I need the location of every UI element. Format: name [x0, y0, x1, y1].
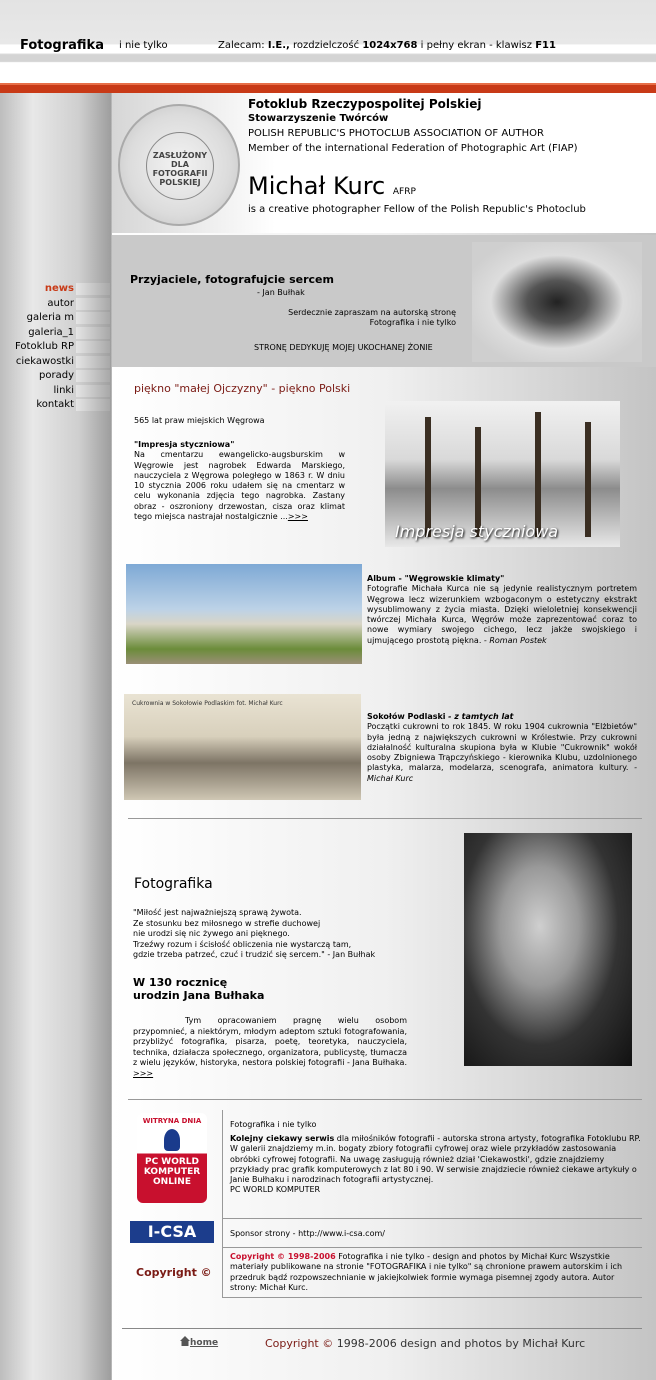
- recommendation: Zalecam: I.E., rozdzielczość 1024x768 i pełny ekran - klawisz F11: [218, 40, 556, 51]
- fotografika-title: Fotografika: [134, 876, 213, 892]
- divider: [222, 1297, 642, 1298]
- greeting-dedication: STRONĘ DEDYKUJĘ MOJEJ UKOCHANEJ ŻONIE: [254, 343, 433, 352]
- greeting-headline: Przyjaciele, fotografujcie sercem: [130, 273, 334, 286]
- divider: [222, 1247, 642, 1248]
- home-link[interactable]: home: [180, 1336, 218, 1348]
- author-name: Michał Kurc AFRP: [248, 172, 416, 200]
- club-seal-logo: ZASŁUŻONY DLA FOTOGRAFII POLSKIEJ: [118, 104, 240, 226]
- bulhak-portrait[interactable]: [464, 833, 632, 1066]
- nav-item-porady[interactable]: porady: [0, 369, 110, 384]
- read-more-link[interactable]: >>>: [133, 1068, 154, 1078]
- nav-item-ciekawostki[interactable]: ciekawostki: [0, 355, 110, 370]
- nav-item-galeria-1[interactable]: galeria_1: [0, 326, 110, 341]
- club-name: Fotoklub Rzeczypospolitej Polskiej: [248, 97, 482, 111]
- nav-item-fotoklub[interactable]: Fotoklub RP: [0, 340, 110, 355]
- pcworld-title: Fotografika i nie tylko: [230, 1120, 317, 1129]
- news-item-album: Album - "Węgrowskie klimaty" Fotografie Michała Kurca nie są jedynie realistycznym portretem Węgrowa lecz wizerunkiem wzbogaconym o estetyczny ekstrakt wysublimowany z życia miasta. Dzięki wieloletniej konsekwencji twórczej Michała Kurca, Węgrów może zaprezentować coraz to nowe wymiary swojego cichego, lecz jakże swojskiego i ujmującego prostotą piękna. - Roman Postek: [367, 574, 637, 645]
- greeting-invite: Serdecznie zapraszam na autorską stronę Fotografika i nie tylko: [288, 308, 456, 327]
- pcworld-review: Kolejny ciekawy serwis dla miłośników fotografii - autorska strona artysty, fotografika Fotoklubu RP. W galerii znajdziemy m.in. bogaty zbiory fotografii cyfrowej oraz wiele przykładów zastosowania obróbki cyfrowej fotografii. Na uwagę zasługują również dział 'Ciekawostki', gdzie znajdziemy przykłady prac grafik komputerowych z lat 80 i 90. W serwisie znajdziecie również ciekawe artykuły o Janie Bułhaku i narodzinach fotografii artystycznej. PC WORLD KOMPUTER: [230, 1134, 641, 1195]
- medal-icon: [164, 1129, 180, 1151]
- top-bar: [0, 0, 656, 88]
- bulhak-intro: Tym opracowaniem pragnę wielu osobom przypomnieć, a niektórym, młodym adeptom sztuki fotografowania, przybliżyć fotografika, pisarza, poetę, teoretyka, nauczyciela, technika, działacza społecznego, organizatora, publicystę, tłumacza z wielu języków, historyka, nestora polskiej fotografii - Jana Bułhaka. >>>: [133, 1016, 407, 1078]
- divider: [128, 1099, 642, 1100]
- read-more-link[interactable]: >>>: [287, 512, 308, 522]
- news-item-impresja: "Impresja styczniowa" Na cmentarzu ewangelicko-augsburskim w Węgrowie jest nagrobek Edwarda Marskiego, nauczyciela z Węgrowa poległego w 1863 r. W dniu 10 stycznia 2006 roku udałem się na cmentarz w celu wykonania zdjęcia tego nagrobka. Zastany obraz - oszroniony drzewostan, cisza oraz klimat tego miejsca nastrajał nostalgicznie ...>>>: [134, 440, 345, 522]
- section-title: piękno "małej Ojczyzny" - piękno Polski: [134, 382, 351, 395]
- sponsor-link[interactable]: Sponsor strony - http://www.i-csa.com/: [230, 1229, 385, 1238]
- site-subtitle: i nie tylko: [119, 40, 168, 51]
- sugar-factory-photo[interactable]: Cukrownia w Sokołowie Podlaskim fot. Michał Kurc: [124, 694, 361, 800]
- news-item-sokolow: Sokołów Podlaski - z tamtych lat Początki cukrowni to rok 1845. W roku 1904 cukrownia "Elżbietów" była jedną z największych cukrowni w Królestwie. Przy cukrowni działalność kulturalna skupiona była w Klubie "Cukrownik" wokół osoby Zbigniewa Trąpczyńskiego - kierownika Klubu, uzdolnionego plastyka, malarza, modelarza, scenografa, animatora kultury. - Michał Kurc: [367, 712, 637, 783]
- english-name: POLISH REPUBLIC'S PHOTOCLUB ASSOCIATION OF AUTHOR: [248, 128, 544, 139]
- nav-item-galeria-m[interactable]: galeria m: [0, 311, 110, 326]
- fiap-member: Member of the international Federation of Photographic Art (FIAP): [248, 143, 578, 154]
- pcworld-badge[interactable]: WITRYNA DNIA PC WORLD KOMPUTER ONLINE: [137, 1113, 207, 1203]
- copyright-label: Copyright ©: [136, 1266, 212, 1279]
- home-icon: [180, 1336, 190, 1346]
- icsa-logo[interactable]: I-CSA: [130, 1221, 214, 1243]
- divider: [222, 1110, 223, 1298]
- site-name: Fotografika: [20, 38, 104, 53]
- section-subtitle: 565 lat praw miejskich Węgrowa: [134, 416, 265, 425]
- divider: [222, 1218, 642, 1219]
- nav-item-kontakt[interactable]: kontakt: [0, 398, 110, 413]
- nav-item-autor[interactable]: autor: [0, 297, 110, 312]
- divider: [128, 818, 642, 819]
- nav-item-linki[interactable]: linki: [0, 384, 110, 399]
- copyright-notice: Copyright © 1998-2006 Fotografika i nie tylko - design and photos by Michał Kurc Wszystkie materiały publikowane na stronie "FOTOGRAFIKA i nie tylko" są chronione prawem autorskim i ich przedruk bądź rozpowszechnianie w jakiejkolwiek formie wymaga pisemnej zgody autora. Autor strony: Michał Kurc.: [230, 1252, 623, 1292]
- nav-item-news[interactable]: news: [0, 282, 110, 297]
- author-tagline: is a creative photographer Fellow of the Polish Republic's Photoclub: [248, 204, 586, 215]
- sidebar-nav: [0, 282, 110, 413]
- bulhak-quote: "Miłość jest najważniejszą sprawą żywota. Ze stosunku bez miłosnego w strefie duchowej nie urodzi się nic żywego ani pięknego. Trzeźwy rozum i ścisłość obliczenia nie wystarczą tam, gdzie trzeba patrzeć, czuć i trudzić się sercem." - Jan Bułhak: [133, 908, 376, 959]
- anniversary-heading: W 130 rocznicę urodzin Jana Bułhaka: [133, 976, 265, 1002]
- winter-photo[interactable]: Impresja styczniowa: [385, 401, 620, 547]
- town-square-photo[interactable]: [126, 564, 362, 664]
- portrait-image: [472, 242, 642, 362]
- bottom-copyright: Copyright © 1998-2006 design and photos by Michał Kurc: [265, 1337, 586, 1350]
- greeting-attribution: - Jan Bułhak: [257, 288, 305, 297]
- accent-bar: [0, 85, 656, 93]
- divider: [122, 1328, 642, 1329]
- association: Stowarzyszenie Twórców: [248, 113, 389, 124]
